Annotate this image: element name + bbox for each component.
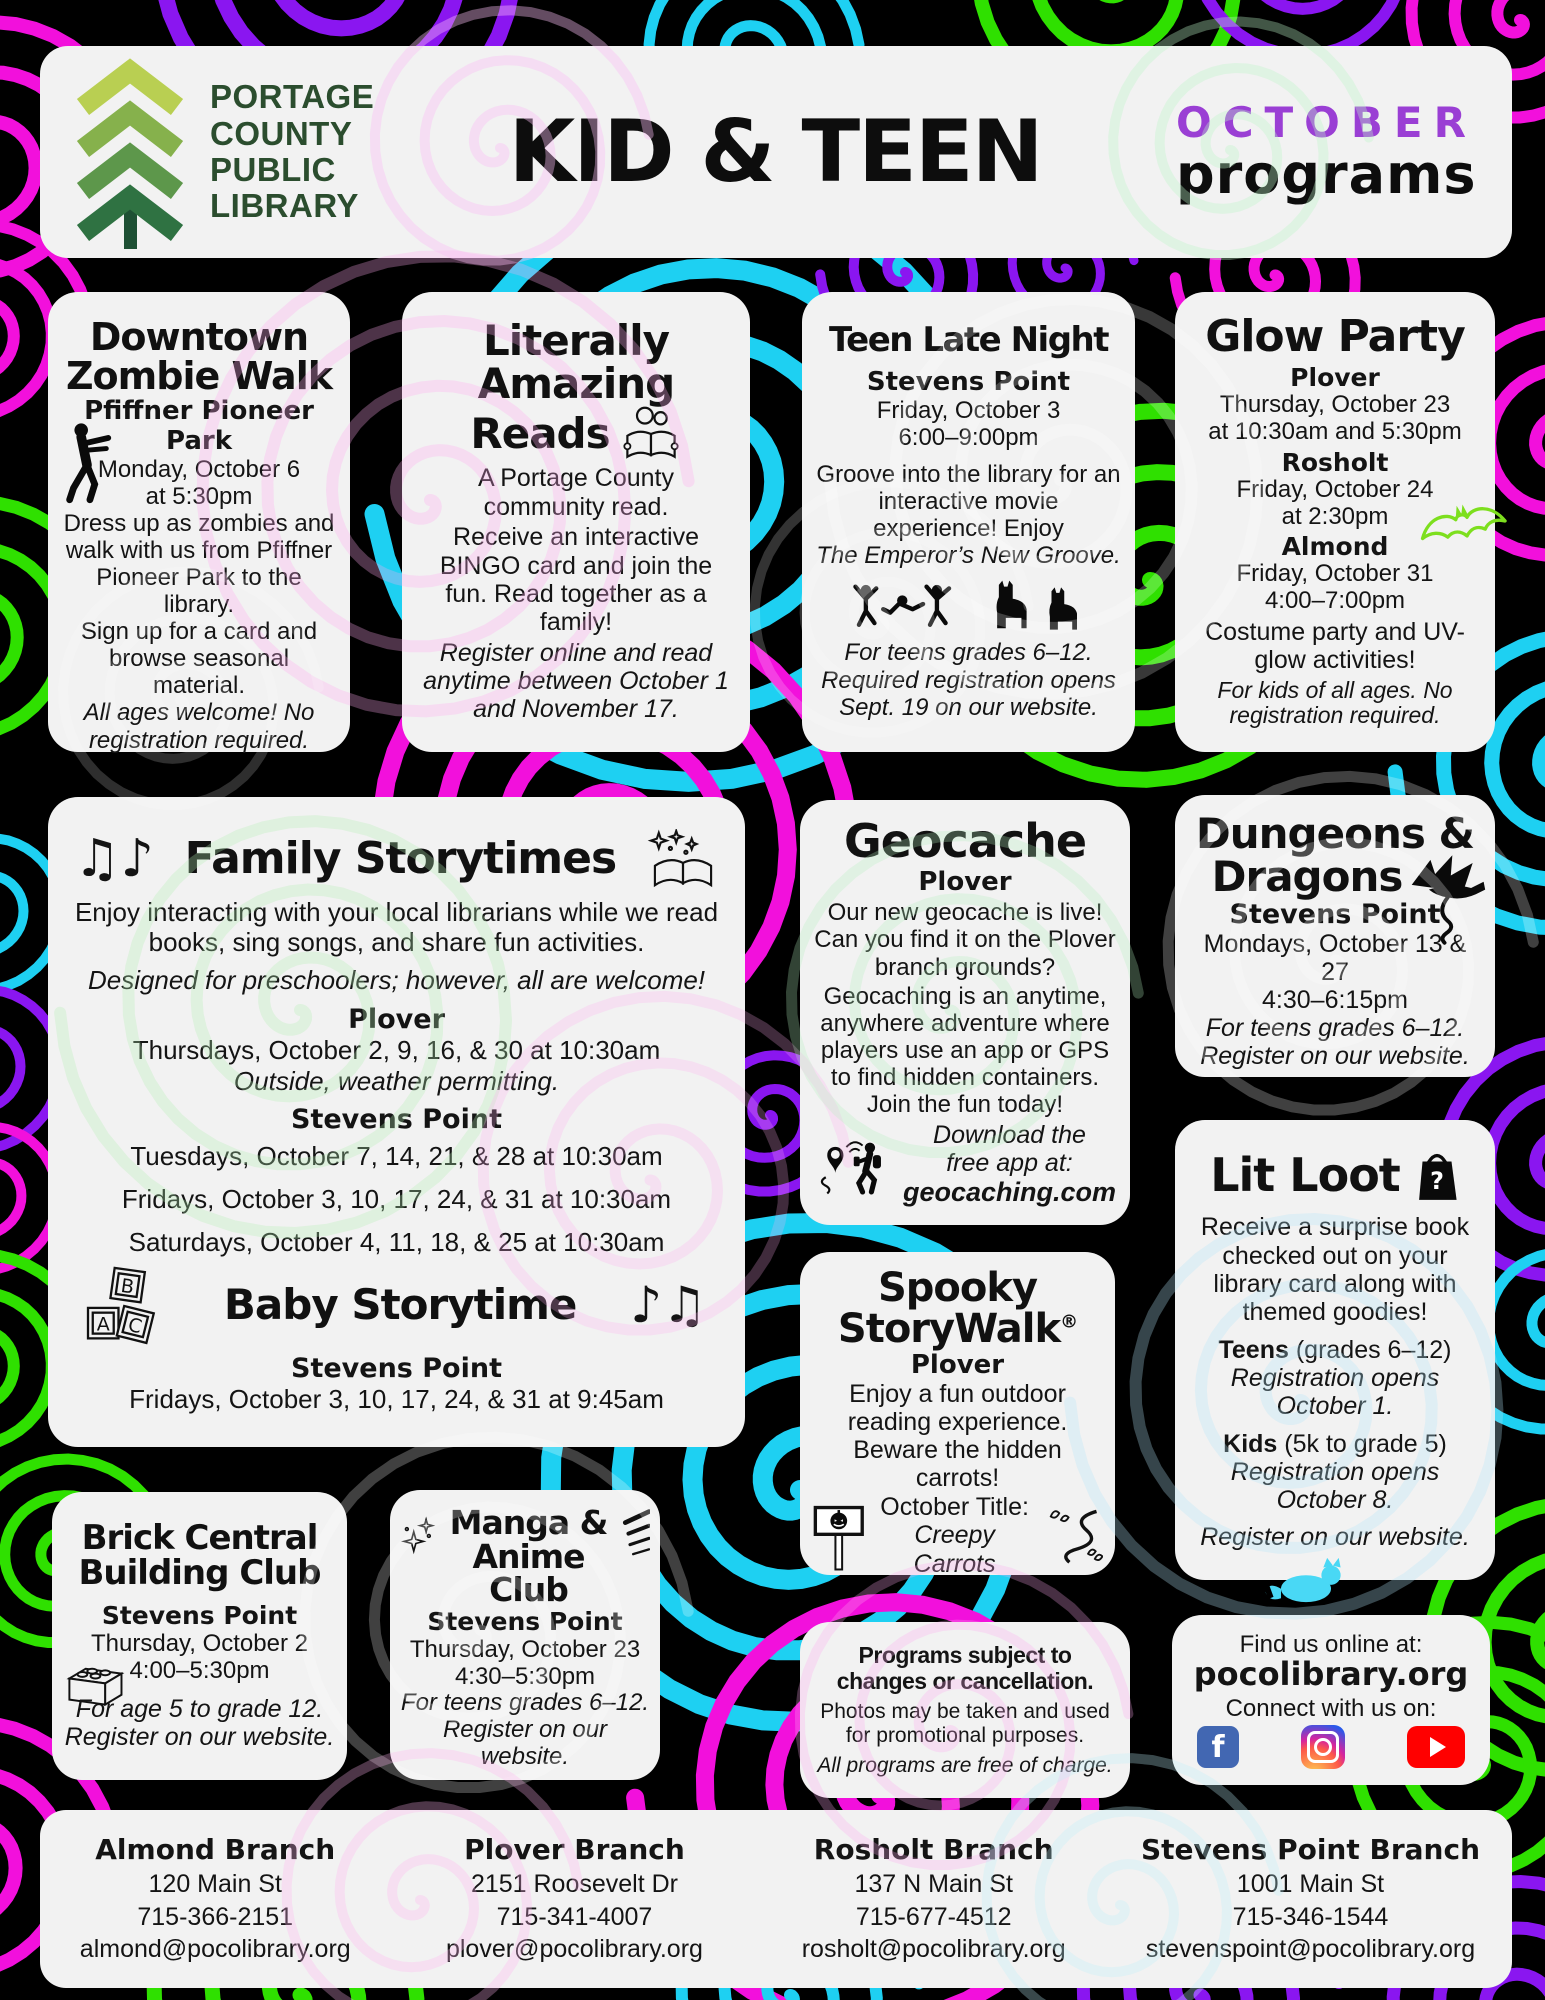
card-title: Lit Loot bbox=[1210, 1148, 1400, 1203]
venue-label: Stevens Point bbox=[101, 1601, 298, 1631]
branch-stevens-point bbox=[1109, 1832, 1512, 1966]
event-description: Dress up as zombies and walk with us from Pfiffner Pioneer Park to the library. bbox=[63, 509, 335, 619]
card-zombie-walk bbox=[48, 292, 350, 752]
branch-name: Rosholt Branch bbox=[813, 1833, 1054, 1867]
card-family-storytimes bbox=[48, 797, 745, 1447]
card-title-line: Manga & bbox=[449, 1503, 608, 1542]
policy-heading-line: Programs subject to bbox=[858, 1641, 1072, 1668]
music-notes-icon: ♪♫ bbox=[630, 1276, 707, 1335]
registration-note: Registration opens October 8. bbox=[1230, 1457, 1440, 1514]
card-title-line: Dungeons & bbox=[1195, 809, 1475, 858]
month-block bbox=[1176, 98, 1477, 206]
event-description: Costume party and UV-glow activities! bbox=[1205, 617, 1465, 675]
card-glow-party bbox=[1175, 292, 1495, 752]
october-title-label: October Title: bbox=[880, 1492, 1029, 1521]
baby-storytime-title: Baby Storytime bbox=[223, 1280, 577, 1330]
programs-label: programs bbox=[1176, 143, 1477, 206]
registration-note: Registration opens October 1. bbox=[1230, 1363, 1440, 1420]
speed-lines-icon bbox=[619, 1506, 650, 1566]
venue-label: Plover bbox=[918, 867, 1012, 898]
card-title bbox=[812, 1265, 1103, 1352]
card-title: Glow Party bbox=[1205, 311, 1465, 363]
venue-label: Rosholt bbox=[1281, 447, 1389, 477]
trail-icon bbox=[1044, 1504, 1103, 1568]
event-note: For teens grades 6–12. Required registration opens Sept. 19 on our website. bbox=[821, 639, 1116, 721]
event-when: Tuesdays, October 7, 14, 21, & 28 at 10:30am bbox=[130, 1141, 663, 1172]
card-title-line: Downtown bbox=[89, 315, 309, 359]
venue-label: Plover bbox=[348, 1003, 445, 1035]
branch-plover bbox=[390, 1832, 758, 1966]
event-when: Fridays, October 3, 10, 17, 24, & 31 at 9:45am bbox=[129, 1384, 664, 1415]
event-description: Sign up for a card and browse seasonal material. bbox=[80, 618, 318, 700]
card-title: Geocache bbox=[843, 814, 1087, 869]
event-note: Designed for preschoolers; however, all are welcome! bbox=[87, 965, 706, 996]
raccoon-icon bbox=[1258, 1556, 1354, 1606]
event-when: Monday, October 6 bbox=[97, 455, 301, 483]
svg-text:A: A bbox=[96, 1313, 110, 1336]
venue-label: Plover bbox=[910, 1349, 1005, 1380]
branch-email[interactable]: stevenspoint@pocolibrary.org bbox=[1145, 1935, 1476, 1964]
music-notes-icon: ♫♪ bbox=[74, 829, 154, 890]
card-manga-anime bbox=[390, 1490, 660, 1780]
branch-rosholt bbox=[758, 1832, 1108, 1966]
geocaching-icon bbox=[814, 1126, 895, 1202]
card-title-line: Literally bbox=[483, 316, 669, 366]
download-label: Download the bbox=[933, 1120, 1086, 1149]
geocaching-url[interactable]: geocaching.com bbox=[902, 1176, 1116, 1207]
branch-address: 2151 Roosevelt Dr bbox=[470, 1870, 678, 1899]
event-when: Friday, October 3 bbox=[876, 397, 1061, 425]
venue-label: Almond bbox=[1281, 532, 1389, 562]
event-description: Enjoy a fun outdoor reading experience. Beware the hidden carrots! bbox=[847, 1379, 1068, 1493]
venue-label: Pfiffner Pioneer Park bbox=[84, 395, 314, 456]
event-description: Our new geocache is live! Can you find it on the Plover branch grounds? bbox=[814, 899, 1116, 981]
zombie-icon bbox=[58, 420, 116, 508]
event-when: Friday, October 24 bbox=[1236, 475, 1434, 503]
branch-phone: 715-677-4512 bbox=[855, 1902, 1012, 1931]
branch-name: Almond Branch bbox=[95, 1833, 336, 1867]
card-dungeons-dragons bbox=[1175, 795, 1495, 1077]
event-when: Thursday, October 2 bbox=[91, 1630, 308, 1658]
event-note: Register online and read anytime between October 1 and November 17. bbox=[423, 638, 729, 724]
branch-phone: 715-341-4007 bbox=[496, 1902, 653, 1931]
event-when: Mondays, October 13 & 27 bbox=[1203, 929, 1467, 986]
branch-name: Stevens Point Branch bbox=[1140, 1833, 1480, 1867]
abc-blocks-icon bbox=[86, 1266, 170, 1346]
october-book-title: Creepy Carrots bbox=[913, 1521, 996, 1579]
month-label: OCTOBER bbox=[1176, 98, 1477, 147]
branch-phone: 715-346-1544 bbox=[1232, 1902, 1389, 1931]
card-title-line: Spooky bbox=[877, 1265, 1038, 1311]
event-when: Friday, October 31 bbox=[1236, 560, 1434, 588]
llamas-icon bbox=[985, 578, 1089, 630]
audience-label: Teens bbox=[1218, 1335, 1289, 1364]
instagram-icon[interactable] bbox=[1301, 1725, 1345, 1769]
venue-label: Stevens Point bbox=[866, 367, 1071, 398]
event-when: 6:00–9:00pm bbox=[898, 424, 1039, 452]
event-description: Enjoy interacting with your local librarians while we read books, sing songs, and share fun activities. bbox=[74, 897, 719, 957]
library-tree-logo-icon bbox=[66, 53, 196, 251]
logo-line: COUNTY bbox=[210, 114, 353, 152]
event-description: A Portage County community read. bbox=[478, 464, 674, 521]
venue-label: Stevens Point bbox=[1229, 898, 1441, 930]
event-note: For kids of all ages. No registration required. bbox=[1217, 676, 1453, 729]
download-label: free app at: bbox=[946, 1148, 1073, 1177]
event-note: Register on our website. bbox=[1200, 1523, 1470, 1552]
card-title-line: Zombie Walk bbox=[66, 353, 332, 398]
event-description: Groove into the library for an interactive movie experience! Enjoy bbox=[816, 460, 1121, 542]
event-note: All ages welcome! No registration required. bbox=[83, 699, 315, 754]
card-title-line: Brick Central bbox=[81, 1517, 318, 1558]
page-title: KID & TEEN bbox=[508, 102, 1042, 202]
branch-address: 120 Main St bbox=[148, 1870, 282, 1899]
card-literally-amazing-reads bbox=[402, 292, 750, 752]
card-title bbox=[64, 1517, 335, 1593]
event-note: Outside, weather permitting. bbox=[233, 1065, 560, 1096]
venue-label: Stevens Point bbox=[427, 1606, 623, 1636]
event-when: Thursday, October 23 bbox=[1219, 390, 1451, 418]
event-when: 4:30–6:15pm bbox=[1262, 986, 1408, 1015]
event-when: Fridays, October 3, 10, 17, 24, & 31 at 10:30am bbox=[121, 1184, 672, 1215]
logo-line: LIBRARY bbox=[210, 187, 359, 225]
event-description: Geocaching is an anytime, anywhere adventure where players use an app or GPS to find hidden containers. Join the fun today! bbox=[820, 982, 1110, 1119]
event-when: Saturdays, October 4, 11, 18, & 25 at 10:30am bbox=[128, 1227, 665, 1258]
event-when: Thursday, October 23 bbox=[409, 1635, 641, 1663]
movie-title: The Emperor’s New Groove. bbox=[816, 541, 1121, 569]
sparkles-icon bbox=[400, 1506, 438, 1570]
card-title-line: StoryWalk bbox=[837, 1305, 1061, 1352]
event-description: Receive a surprise book checked out on your library card along with themed goodies! bbox=[1200, 1213, 1470, 1327]
card-lit-loot bbox=[1175, 1120, 1495, 1580]
branch-name: Plover Branch bbox=[464, 1833, 685, 1867]
card-title-line: Amazing bbox=[477, 359, 675, 409]
branch-phone: 715-366-2151 bbox=[137, 1902, 294, 1931]
policy-text: Photos may be taken and used for promotional purposes. bbox=[820, 1700, 1110, 1748]
connect-label: Connect with us on: bbox=[1225, 1695, 1437, 1722]
mystery-bag-icon bbox=[1414, 1148, 1460, 1204]
venue-label: Stevens Point bbox=[291, 1104, 502, 1136]
logo-line: PUBLIC bbox=[210, 151, 336, 188]
svg-text:?: ? bbox=[1429, 1166, 1444, 1195]
card-brick-central bbox=[52, 1492, 347, 1780]
library-url[interactable]: pocolibrary.org bbox=[1193, 1655, 1469, 1693]
pumpkin-sign-icon bbox=[812, 1499, 866, 1573]
card-title bbox=[422, 316, 730, 462]
card-geocache bbox=[800, 800, 1130, 1225]
branch-email[interactable]: almond@pocolibrary.org bbox=[79, 1935, 351, 1964]
card-title-line: Anime Club bbox=[472, 1536, 585, 1610]
youtube-icon[interactable] bbox=[1407, 1726, 1465, 1768]
venue-label: Stevens Point bbox=[291, 1353, 502, 1385]
facebook-icon[interactable]: f bbox=[1197, 1726, 1239, 1768]
logo-line: PORTAGE bbox=[210, 78, 375, 116]
card-policies bbox=[800, 1622, 1130, 1798]
audience-detail: (5k to grade 5) bbox=[1277, 1429, 1447, 1458]
branch-email[interactable]: plover@pocolibrary.org bbox=[445, 1935, 703, 1964]
family-reading-icon bbox=[620, 406, 682, 462]
sparkle-book-icon bbox=[647, 829, 719, 891]
event-note: For age 5 to grade 12. Register on our website. bbox=[64, 1695, 335, 1752]
event-note: For teens grades 6–12. Register on our website. bbox=[400, 1689, 650, 1770]
find-online-label: Find us online at: bbox=[1239, 1631, 1423, 1658]
audience-label: Kids bbox=[1223, 1429, 1278, 1458]
header-bar bbox=[40, 46, 1512, 258]
policy-note: All programs are free of charge. bbox=[817, 1754, 1113, 1778]
branch-email[interactable]: rosholt@pocolibrary.org bbox=[801, 1935, 1066, 1964]
event-when: at 5:30pm bbox=[145, 482, 253, 510]
branch-address: 137 N Main St bbox=[854, 1870, 1013, 1899]
event-when: Thursdays, October 2, 9, 16, & 30 at 10:30am bbox=[132, 1034, 661, 1065]
card-title-line: Dragons bbox=[1211, 851, 1403, 901]
card-spooky-storywalk bbox=[800, 1252, 1115, 1579]
library-name bbox=[210, 79, 374, 224]
svg-text:B: B bbox=[119, 1274, 136, 1299]
event-when: 4:00–7:00pm bbox=[1264, 587, 1406, 615]
venue-label: Plover bbox=[1290, 362, 1380, 392]
policy-heading bbox=[812, 1642, 1118, 1695]
registered-mark: ® bbox=[1060, 1311, 1078, 1333]
svg-text:C: C bbox=[125, 1313, 145, 1339]
card-title bbox=[440, 1503, 616, 1610]
card-title-line: Reads bbox=[470, 408, 610, 458]
branch-almond bbox=[40, 1832, 390, 1966]
card-title-line: Building Club bbox=[78, 1552, 321, 1593]
card-title bbox=[62, 315, 336, 398]
branch-address: 1001 Main St bbox=[1236, 1870, 1385, 1899]
event-description: Receive an interactive BINGO card and join the fun. Read together as a family! bbox=[439, 523, 713, 637]
policy-heading-line: changes or cancellation. bbox=[836, 1668, 1094, 1695]
card-find-us-online bbox=[1172, 1615, 1490, 1785]
audience-detail: (grades 6–12) bbox=[1288, 1335, 1452, 1364]
event-when: at 2:30pm bbox=[1281, 502, 1389, 530]
event-when: 4:30–5:30pm bbox=[454, 1663, 596, 1691]
card-title: Teen Late Night bbox=[828, 320, 1108, 361]
card-title: Family Storytimes bbox=[184, 833, 617, 885]
event-when: 4:00–5:30pm bbox=[129, 1657, 270, 1685]
card-teen-late-night bbox=[802, 292, 1135, 752]
dancing-kids-icon bbox=[849, 578, 959, 630]
event-when: at 10:30am and 5:30pm bbox=[1208, 417, 1462, 445]
event-note: For teens grades 6–12. Register on our website. bbox=[1200, 1014, 1470, 1071]
footer-branches bbox=[40, 1810, 1512, 1988]
